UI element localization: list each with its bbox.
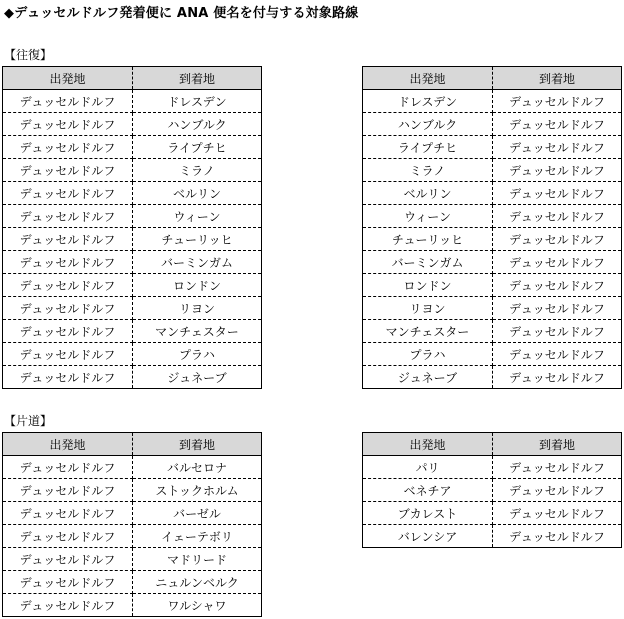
one-way-outbound-rows: [3, 456, 262, 617]
origin-column-header: 出発地: [363, 67, 493, 90]
table-row: [3, 205, 262, 228]
table-row: [3, 320, 262, 343]
destination-cell: バルセロナ: [133, 456, 262, 479]
table-header-row: [363, 433, 622, 456]
table-row: [3, 366, 262, 389]
destination-column-header: 到着地: [493, 433, 622, 456]
origin-cell: デュッセルドルフ: [3, 205, 133, 228]
destination-cell: ミラノ: [133, 159, 262, 182]
round-trip-outbound-table: [2, 66, 262, 389]
table-row: [363, 320, 622, 343]
origin-cell: マンチェスター: [363, 320, 493, 343]
origin-cell: ウィーン: [363, 205, 493, 228]
origin-cell: デュッセルドルフ: [3, 594, 133, 617]
origin-cell: ドレスデン: [363, 90, 493, 113]
destination-cell: デュッセルドルフ: [493, 113, 622, 136]
table-row: [363, 479, 622, 502]
page-title: ◆デュッセルドルフ発着便に ANA 便名を付与する対象路線: [4, 6, 359, 21]
table-row: [3, 90, 262, 113]
destination-cell: デュッセルドルフ: [493, 251, 622, 274]
destination-cell: バーゼル: [133, 502, 262, 525]
destination-cell: ライプチヒ: [133, 136, 262, 159]
table-row: [363, 297, 622, 320]
origin-cell: デュッセルドルフ: [3, 274, 133, 297]
destination-cell: マドリード: [133, 548, 262, 571]
origin-cell: バレンシア: [363, 525, 493, 548]
table-row: [3, 159, 262, 182]
destination-cell: デュッセルドルフ: [509, 370, 605, 385]
destination-cell: ハンブルク: [133, 113, 262, 136]
table-row: [363, 228, 622, 251]
origin-column-header: 出発地: [363, 433, 493, 456]
destination-cell: デュッセルドルフ: [509, 529, 605, 544]
destination-cell: デュッセルドルフ: [493, 205, 622, 228]
destination-cell: ロンドン: [133, 274, 262, 297]
table-row: [3, 274, 262, 297]
destination-cell: ワルシャワ: [167, 598, 227, 613]
destination-cell: バーミンガム: [133, 251, 262, 274]
origin-column-header: 出発地: [3, 433, 133, 456]
destination-cell: ドレスデン: [133, 90, 262, 113]
origin-cell: デュッセルドルフ: [3, 343, 133, 366]
table-row: [363, 113, 622, 136]
table-row: [3, 343, 262, 366]
destination-cell: デュッセルドルフ: [493, 297, 622, 320]
table-row: [363, 159, 622, 182]
table-row: [363, 205, 622, 228]
origin-cell: チューリッヒ: [363, 228, 493, 251]
table-row: [363, 456, 622, 479]
table-row: [3, 479, 262, 502]
origin-cell: ブカレスト: [363, 502, 493, 525]
destination-cell: ウィーン: [133, 205, 262, 228]
table-row: [363, 182, 622, 205]
one-way-outbound-table: [2, 432, 262, 617]
destination-cell: デュッセルドルフ: [493, 502, 622, 525]
destination-cell: デュッセルドルフ: [493, 182, 622, 205]
destination-cell: イェーテボリ: [133, 525, 262, 548]
origin-cell: ベネチア: [363, 479, 493, 502]
round-trip-outbound-rows: [3, 90, 262, 389]
origin-cell: プラハ: [363, 343, 493, 366]
origin-cell: ライプチヒ: [363, 136, 493, 159]
origin-cell: デュッセルドルフ: [3, 525, 133, 548]
round-trip-inbound-rows: [363, 90, 622, 389]
destination-cell: チューリッヒ: [133, 228, 262, 251]
one-way-inbound-rows: [363, 456, 622, 548]
origin-cell: デュッセルドルフ: [3, 320, 133, 343]
destination-cell: デュッセルドルフ: [493, 320, 622, 343]
origin-cell: デュッセルドルフ: [3, 159, 133, 182]
destination-cell: ベルリン: [133, 182, 262, 205]
destination-column-header: 到着地: [133, 67, 262, 90]
table-row: [3, 594, 262, 617]
table-row: [3, 228, 262, 251]
round-trip-inbound-table: [362, 66, 622, 389]
destination-column-header: 到着地: [493, 67, 622, 90]
table-header-row: [3, 67, 262, 90]
table-row: [3, 136, 262, 159]
section-label-one-way: 【片道】: [4, 414, 53, 428]
origin-cell: パリ: [363, 456, 493, 479]
origin-column-header: 出発地: [3, 67, 133, 90]
origin-cell: リヨン: [363, 297, 493, 320]
origin-cell: デュッセルドルフ: [3, 571, 133, 594]
origin-cell: デュッセルドルフ: [3, 502, 133, 525]
origin-cell: デュッセルドルフ: [3, 366, 133, 389]
destination-cell: マンチェスター: [133, 320, 262, 343]
destination-cell: デュッセルドルフ: [493, 343, 622, 366]
destination-cell: デュッセルドルフ: [493, 159, 622, 182]
destination-cell: デュッセルドルフ: [493, 136, 622, 159]
destination-cell: ストックホルム: [133, 479, 262, 502]
table-header-row: [363, 67, 622, 90]
origin-cell: デュッセルドルフ: [3, 228, 133, 251]
table-row: [3, 182, 262, 205]
origin-cell: デュッセルドルフ: [3, 90, 133, 113]
table-row: [363, 502, 622, 525]
table-row: [3, 456, 262, 479]
origin-cell: デュッセルドルフ: [3, 297, 133, 320]
section-label-round-trip: 【往復】: [4, 48, 53, 62]
origin-cell: デュッセルドルフ: [3, 479, 133, 502]
table-row: [363, 90, 622, 113]
origin-cell: バーミンガム: [363, 251, 493, 274]
table-header-row: [3, 433, 262, 456]
destination-cell: デュッセルドルフ: [493, 90, 622, 113]
destination-cell: デュッセルドルフ: [493, 274, 622, 297]
table-row: [363, 366, 622, 389]
table-row: [3, 502, 262, 525]
destination-cell: プラハ: [133, 343, 262, 366]
table-row: [3, 113, 262, 136]
table-row: [3, 297, 262, 320]
table-row: [3, 571, 262, 594]
table-row: [363, 251, 622, 274]
table-row: [363, 343, 622, 366]
table-row: [363, 136, 622, 159]
destination-column-header: 到着地: [133, 433, 262, 456]
table-row: [3, 548, 262, 571]
origin-cell: ジュネーブ: [363, 366, 493, 389]
origin-cell: デュッセルドルフ: [3, 456, 133, 479]
destination-cell: ニュルンベルク: [133, 571, 262, 594]
destination-cell: デュッセルドルフ: [493, 456, 622, 479]
one-way-inbound-table: [362, 432, 622, 548]
origin-cell: デュッセルドルフ: [3, 251, 133, 274]
origin-cell: ベルリン: [363, 182, 493, 205]
table-row: [363, 274, 622, 297]
origin-cell: デュッセルドルフ: [3, 182, 133, 205]
table-row: [3, 251, 262, 274]
destination-cell: デュッセルドルフ: [493, 228, 622, 251]
origin-cell: ミラノ: [363, 159, 493, 182]
origin-cell: ハンブルク: [363, 113, 493, 136]
destination-cell: ジュネーブ: [167, 370, 227, 385]
table-row: [363, 525, 622, 548]
destination-cell: リヨン: [133, 297, 262, 320]
table-row: [3, 525, 262, 548]
origin-cell: デュッセルドルフ: [3, 136, 133, 159]
origin-cell: デュッセルドルフ: [3, 548, 133, 571]
destination-cell: デュッセルドルフ: [493, 479, 622, 502]
origin-cell: ロンドン: [363, 274, 493, 297]
origin-cell: デュッセルドルフ: [3, 113, 133, 136]
